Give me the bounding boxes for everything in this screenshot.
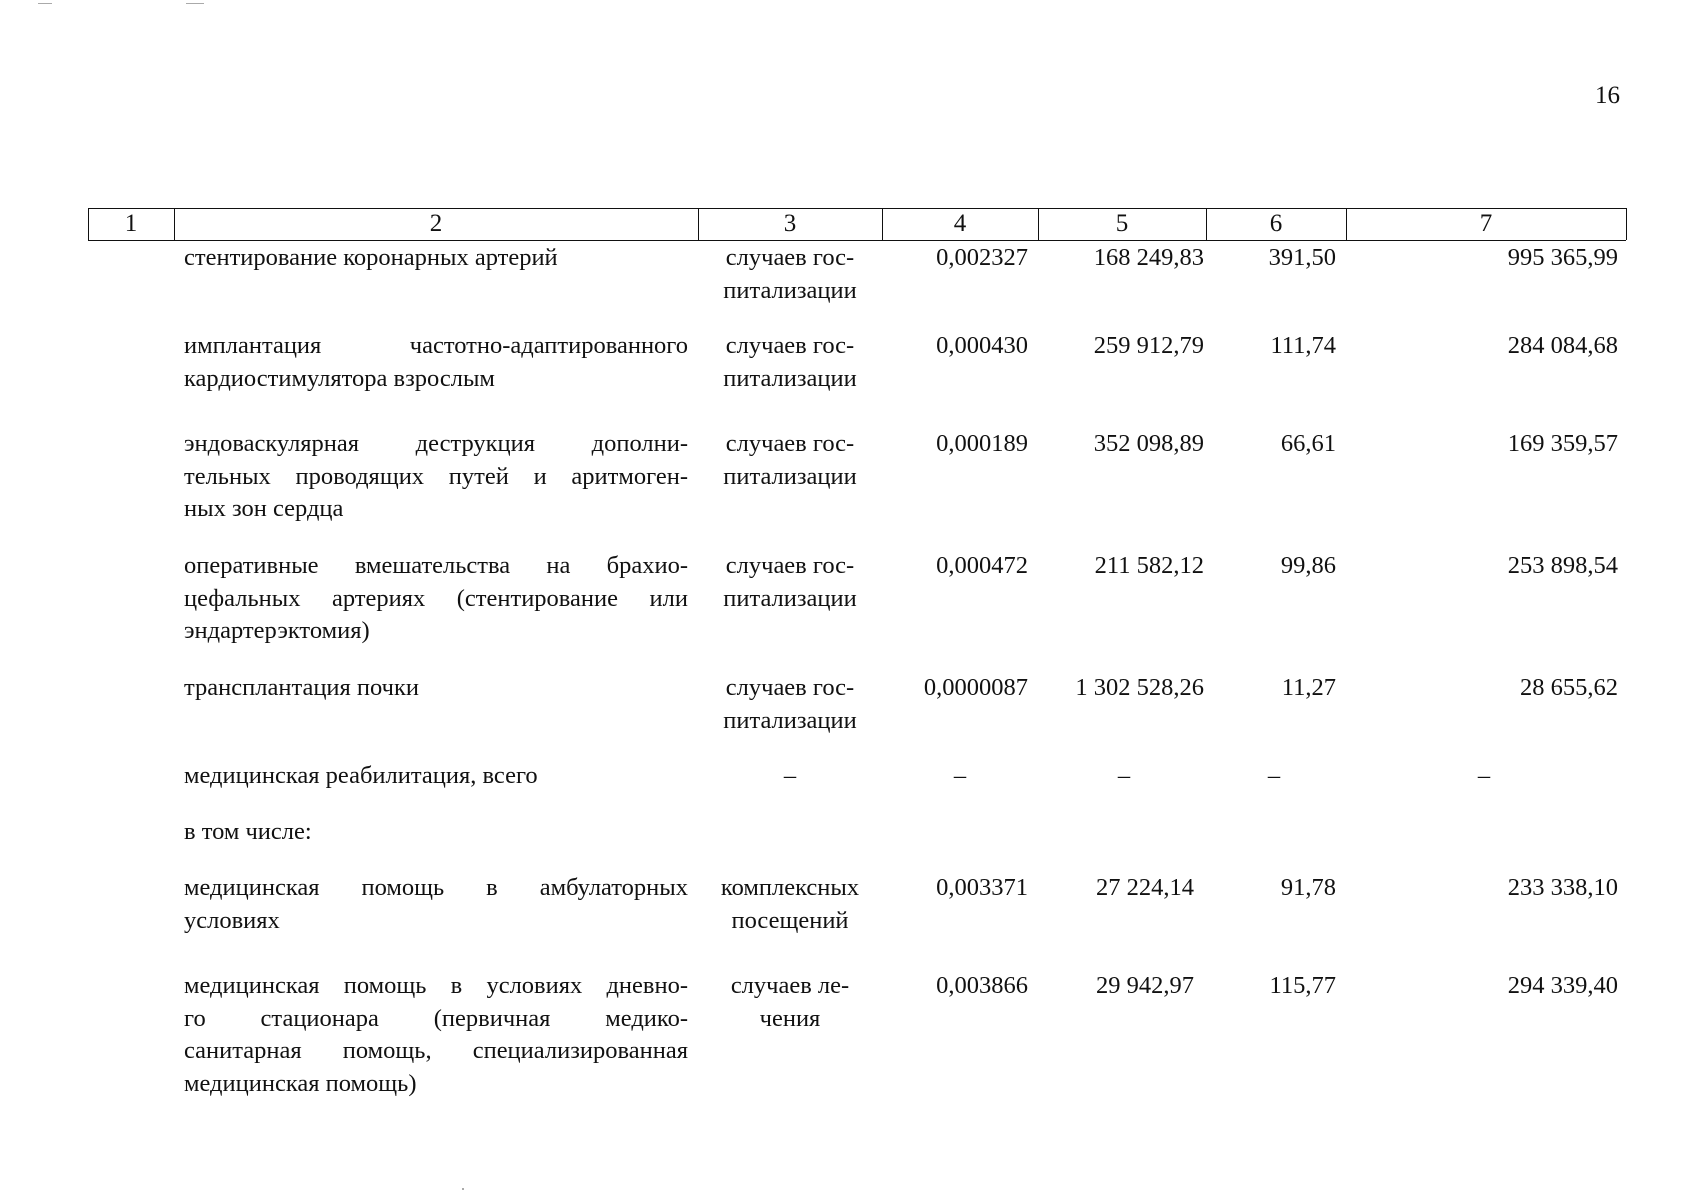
row-col-6: 66,61 [1280,430,1336,457]
row-col-7: 28 655,62 [1520,674,1618,701]
row-col-4: 0,003371 [936,874,1028,901]
header-col-7: 7 [1479,210,1493,237]
row-col-7: 284 084,68 [1507,332,1618,359]
row-col-4: 0,000430 [936,332,1028,359]
unit-line: чения [759,1004,821,1032]
row-col-6: 11,27 [1281,674,1336,701]
row-description [184,242,688,275]
description-line: медицинская помощь в условиях дневно- [184,972,688,999]
row-description [184,550,688,648]
header-col-6: 6 [1269,210,1283,237]
description-line: трансплантация почки [184,674,419,701]
row-col-5: 352 098,89 [1093,430,1204,457]
unit-line: питализации [723,364,857,392]
row-col-5: 27 224,14 [1096,874,1194,901]
row-description: в том числе: [184,818,312,845]
row-col-5: 29 942,97 [1096,972,1194,999]
row-col-5: 259 912,79 [1093,332,1204,359]
description-line: эндоваскулярная деструкция дополни- [184,430,688,457]
row-col-4: – [953,762,967,789]
description-line: го стационара (первичная медико- [184,1004,688,1032]
row-col-4: 0,0000087 [923,674,1028,701]
row-col-5: 168 249,83 [1093,244,1204,271]
unit-line: посещений [731,906,849,934]
row-col-7: 294 339,40 [1507,972,1618,999]
unit-line: случаев ле- [730,972,850,999]
description-line: медицинская помощь) [184,1069,417,1097]
row-unit: – [783,762,797,789]
unit-line: питализации [723,276,857,304]
unit-line: случаев гос- [725,244,855,271]
row-col-7: 995 365,99 [1507,244,1618,271]
row-col-4: 0,000472 [936,552,1028,579]
row-description [184,672,688,705]
unit-line: случаев гос- [725,430,855,457]
description-line: имплантация частотно-адаптированного [184,332,688,359]
row-unit [700,550,880,615]
unit-line: питализации [723,462,857,490]
description-line: условиях [184,906,280,934]
row-col-4: 0,000189 [936,430,1028,457]
unit-line: случаев гос- [725,674,855,701]
row-description [184,330,688,395]
header-divider [1626,208,1627,240]
header-col-5: 5 [1115,210,1129,237]
description-line: медицинская помощь в амбулаторных [184,874,688,901]
row-col-7: – [1477,762,1491,789]
unit-line: питализации [723,584,857,612]
description-line: оперативные вмешательства на брахио- [184,552,688,579]
unit-line: питализации [723,706,857,734]
row-col-6: 99,86 [1280,552,1336,579]
scan-speck [462,1188,464,1190]
page-number: 16 [1595,82,1620,109]
row-col-5: 1 302 528,26 [1075,674,1204,701]
row-description: медицинская реабилитация, всего [184,762,538,789]
row-col-5: 211 582,12 [1094,552,1204,579]
row-unit [700,242,880,307]
row-col-7: 169 359,57 [1507,430,1618,457]
row-col-6: 391,50 [1268,244,1336,271]
unit-line: комплексных [720,874,860,901]
row-unit [700,428,880,493]
row-col-4: 0,003866 [936,972,1028,999]
header-col-4: 4 [953,210,967,237]
unit-line: случаев гос- [725,552,855,579]
description-line: тельных проводящих путей и аритмоген- [184,462,688,490]
row-col-7: 233 338,10 [1507,874,1618,901]
row-description [184,970,688,1100]
header-col-3: 3 [783,210,797,237]
row-col-4: 0,002327 [936,244,1028,271]
description-line: стентирование коронарных артерий [184,244,558,271]
row-unit [700,970,880,1035]
header-bottom-border [88,240,1626,241]
row-unit [700,330,880,395]
row-col-6: 111,74 [1270,332,1336,359]
row-col-6: – [1267,762,1281,789]
description-line: ных зон сердца [184,495,344,522]
row-unit [700,872,880,937]
row-col-6: 91,78 [1280,874,1336,901]
description-line: санитарная помощь, специализированная [184,1037,688,1064]
description-line: кардиостимулятора взрослым [184,364,495,392]
row-col-6: 115,77 [1269,972,1336,999]
scan-speck [38,3,52,4]
unit-line: случаев гос- [725,332,855,359]
row-unit [700,672,880,737]
header-col-1: 1 [124,210,138,237]
row-col-7: 253 898,54 [1507,552,1618,579]
header-top-border [88,208,1626,209]
scan-speck [186,3,204,4]
description-line: эндартерэктомия) [184,617,370,644]
row-col-5: – [1117,762,1131,789]
header-col-2: 2 [429,210,443,237]
row-description [184,428,688,526]
row-description [184,872,688,937]
description-line: цефальных артериях (стентирование или [184,584,688,612]
